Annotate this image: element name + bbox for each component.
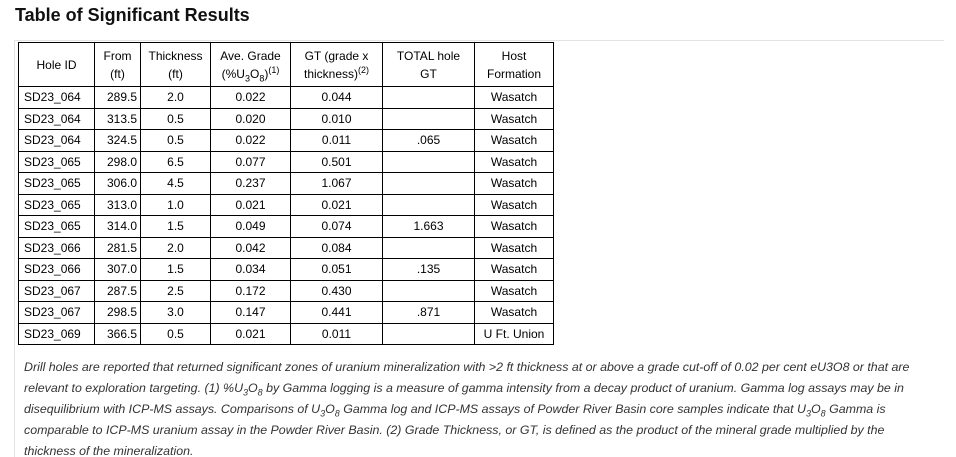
cell-hole-id: SD23_069: [19, 323, 95, 345]
cell-from: 306.0: [95, 173, 141, 195]
cell-host-formation: Wasatch: [475, 194, 554, 216]
cell-thickness: 1.0: [141, 194, 211, 216]
cell-host-formation: Wasatch: [475, 108, 554, 130]
cell-ave-grade: 0.034: [211, 259, 291, 281]
table-row: [19, 280, 554, 302]
cell-host-formation: Wasatch: [475, 173, 554, 195]
cell-from: 289.5: [95, 87, 141, 109]
cell-total-gt: [383, 108, 475, 130]
cell-gt: 0.084: [291, 237, 383, 259]
cell-ave-grade: 0.021: [211, 323, 291, 345]
cell-thickness: 2.5: [141, 280, 211, 302]
cell-host-formation: Wasatch: [475, 87, 554, 109]
cell-ave-grade: 0.237: [211, 173, 291, 195]
cell-from: 366.5: [95, 323, 141, 345]
cell-host-formation: U Ft. Union: [475, 323, 554, 345]
cell-from: 313.5: [95, 108, 141, 130]
cell-gt: 0.501: [291, 151, 383, 173]
cell-from: 313.0: [95, 194, 141, 216]
cell-gt: 1.067: [291, 173, 383, 195]
results-table: [18, 42, 554, 345]
cell-thickness: 0.5: [141, 323, 211, 345]
cell-host-formation: Wasatch: [475, 130, 554, 152]
cell-gt: 0.441: [291, 302, 383, 324]
cell-from: 298.5: [95, 302, 141, 324]
header-from: From (ft): [95, 43, 141, 87]
cell-hole-id: SD23_067: [19, 302, 95, 324]
cell-hole-id: SD23_067: [19, 280, 95, 302]
header-ave-grade: Ave. Grade $(\%U_3O_8)^{(1)}$: [211, 43, 291, 87]
table-row: [19, 323, 554, 345]
cell-thickness: 2.0: [141, 237, 211, 259]
table-row: [19, 151, 554, 173]
header-gt: GT (grade x thickness)$^{(2)}$: [291, 43, 383, 87]
cell-host-formation: Wasatch: [475, 280, 554, 302]
header-total-gt: TOTAL hole GT: [383, 43, 475, 87]
cell-total-gt: [383, 237, 475, 259]
header-host-formation: Host Formation: [475, 43, 554, 87]
cell-ave-grade: 0.172: [211, 280, 291, 302]
cell-total-gt: [383, 280, 475, 302]
page-title: Table of Significant Results: [15, 5, 250, 25]
cell-hole-id: SD23_064: [19, 130, 95, 152]
cell-from: 281.5: [95, 237, 141, 259]
cell-hole-id: SD23_065: [19, 216, 95, 238]
header-thickness: Thickness (ft): [141, 43, 211, 87]
cell-gt: 0.430: [291, 280, 383, 302]
cell-total-gt: [383, 87, 475, 109]
cell-hole-id: SD23_065: [19, 173, 95, 195]
cell-total-gt: .065: [383, 130, 475, 152]
cell-total-gt: [383, 194, 475, 216]
cell-from: 314.0: [95, 216, 141, 238]
table-row: [19, 259, 554, 281]
cell-total-gt: [383, 151, 475, 173]
table-row: [19, 108, 554, 130]
cell-thickness: 1.5: [141, 216, 211, 238]
cell-ave-grade: 0.147: [211, 302, 291, 324]
cell-host-formation: Wasatch: [475, 259, 554, 281]
cell-hole-id: SD23_065: [19, 151, 95, 173]
cell-thickness: 1.5: [141, 259, 211, 281]
cell-host-formation: Wasatch: [475, 216, 554, 238]
cell-hole-id: SD23_064: [19, 108, 95, 130]
cell-gt: 0.021: [291, 194, 383, 216]
cell-thickness: 2.0: [141, 87, 211, 109]
footnote: Drill holes are reported that returned significant zones of uranium mineralization with >2 ft thickness at or above a grade cut-off of 0.02 per cent eU3O8 or that are relevant to exploration targeting. (1) $\%U_3O_8$ by Gamma logging is a measure of gamma intensity from a decay product of uranium. Gamma log assays may be in disequilibrium with ICP-MS assays. Comparisons of $U_3O_8$ Gamma log and ICP-MS assays of Powder River Basin core samples indicate that $U_3O_8$ Gamma is comparable to ICP-MS uranium assay in the Powder River Basin. (2) Grade Thickness, or GT, is defined as the product of the mineral grade multiplied by the thickness of the mineralization.: [24, 360, 910, 457]
cell-hole-id: SD23_065: [19, 194, 95, 216]
cell-total-gt: .135: [383, 259, 475, 281]
table-row: [19, 237, 554, 259]
cell-hole-id: SD23_064: [19, 87, 95, 109]
cell-host-formation: Wasatch: [475, 151, 554, 173]
cell-ave-grade: 0.020: [211, 108, 291, 130]
cell-gt: 0.074: [291, 216, 383, 238]
cell-thickness: 0.5: [141, 108, 211, 130]
table-row: [19, 302, 554, 324]
cell-ave-grade: 0.022: [211, 87, 291, 109]
cell-gt: 0.011: [291, 323, 383, 345]
cell-gt: 0.044: [291, 87, 383, 109]
cell-total-gt: [383, 323, 475, 345]
cell-hole-id: SD23_066: [19, 259, 95, 281]
cell-from: 287.5: [95, 280, 141, 302]
cell-from: 298.0: [95, 151, 141, 173]
cell-thickness: 0.5: [141, 130, 211, 152]
cell-total-gt: 1.663: [383, 216, 475, 238]
header-row: [19, 43, 554, 87]
cell-gt: 0.011: [291, 130, 383, 152]
table-row: [19, 216, 554, 238]
table-row: [19, 87, 554, 109]
cell-gt: 0.010: [291, 108, 383, 130]
header-hole-id: Hole ID: [19, 43, 95, 87]
cell-host-formation: Wasatch: [475, 302, 554, 324]
cell-total-gt: .871: [383, 302, 475, 324]
table-row: [19, 194, 554, 216]
cell-ave-grade: 0.077: [211, 151, 291, 173]
cell-from: 307.0: [95, 259, 141, 281]
cell-ave-grade: 0.022: [211, 130, 291, 152]
cell-total-gt: [383, 173, 475, 195]
table-row: [19, 173, 554, 195]
cell-hole-id: SD23_066: [19, 237, 95, 259]
cell-thickness: 3.0: [141, 302, 211, 324]
cell-ave-grade: 0.042: [211, 237, 291, 259]
cell-gt: 0.051: [291, 259, 383, 281]
cell-ave-grade: 0.049: [211, 216, 291, 238]
cell-thickness: 4.5: [141, 173, 211, 195]
cell-thickness: 6.5: [141, 151, 211, 173]
cell-ave-grade: 0.021: [211, 194, 291, 216]
cell-from: 324.5: [95, 130, 141, 152]
table-row: [19, 130, 554, 152]
cell-host-formation: Wasatch: [475, 237, 554, 259]
